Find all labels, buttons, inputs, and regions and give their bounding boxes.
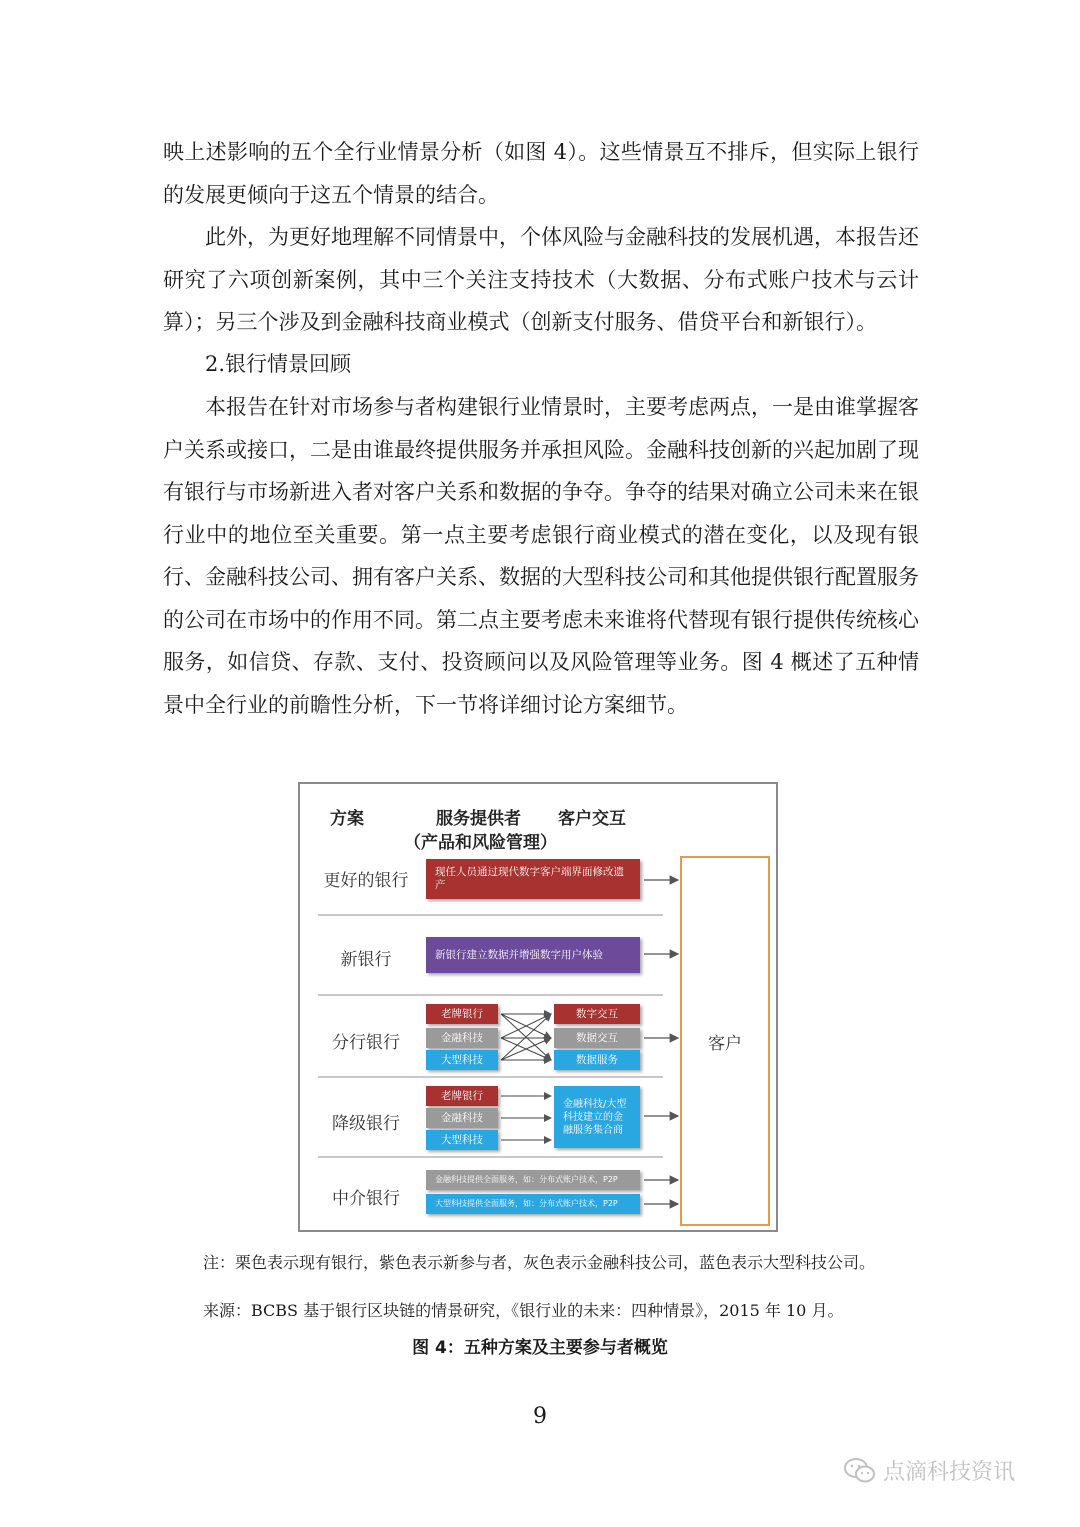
paragraph-1-text: 映上述影响的五个全行业情景分析（如图 4）。这些情景互不排斥，但实际上银行的发展更倾向于这五个情景的结合。 bbox=[163, 140, 919, 207]
row-divider bbox=[318, 914, 663, 916]
scenario-figure bbox=[298, 782, 778, 1232]
row-label-relegated-bank: 降级银行 bbox=[332, 1114, 400, 1134]
header-provider-sub: （产品和风险管理） bbox=[404, 833, 557, 853]
page-number: 9 bbox=[533, 1404, 547, 1429]
row-label-new-bank: 新银行 bbox=[340, 950, 392, 970]
header-interaction: 客户交互 bbox=[558, 809, 626, 829]
relegated-incumbent-box: 老牌银行 bbox=[426, 1086, 498, 1106]
data-interaction-box: 数据交互 bbox=[554, 1028, 640, 1048]
watermark bbox=[843, 1455, 1015, 1486]
header-provider: 服务提供者 bbox=[436, 809, 521, 829]
paragraph-1 bbox=[163, 131, 919, 216]
new-bank-box: 新银行建立数据并增强数字用户体验 bbox=[426, 937, 640, 973]
better-bank-box: 现任人员通过现代数字客户端界面修改遗产 bbox=[426, 859, 640, 899]
relegated-fintech-box: 金融科技 bbox=[426, 1108, 498, 1128]
distributed-incumbent-box: 老牌银行 bbox=[426, 1004, 498, 1024]
row-divider bbox=[318, 1156, 663, 1158]
row-divider bbox=[318, 994, 663, 996]
paragraph-3 bbox=[163, 386, 919, 726]
row-divider bbox=[318, 1076, 663, 1078]
figure-note: 注：栗色表示现有银行，紫色表示新参与者，灰色表示金融科技公司，蓝色表示大型科技公司。 bbox=[203, 1253, 876, 1272]
paragraph-2 bbox=[163, 216, 919, 344]
section-heading-text: 2.银行情景回顾 bbox=[205, 352, 352, 376]
client-box: 客户 bbox=[680, 856, 770, 1226]
data-service-box: 数据服务 bbox=[554, 1050, 640, 1070]
figure-source: 来源：BCBS 基于银行区块链的情景研究，《银行业的未来：四种情景》，2015 年 10 月。 bbox=[203, 1301, 844, 1320]
relegated-bigtech-box: 大型科技 bbox=[426, 1130, 498, 1150]
watermark-text: 点滴科技资讯 bbox=[883, 1460, 1016, 1485]
distributed-bigtech-box: 大型科技 bbox=[426, 1050, 498, 1070]
figure-caption: 图 4：五种方案及主要参与者概览 bbox=[412, 1338, 668, 1358]
disintermediated-fintech-box: 金融科技提供全面服务，如：分布式账户技术，P2P bbox=[426, 1170, 640, 1190]
section-heading bbox=[163, 343, 919, 386]
paragraph-3-text: 本报告在针对市场参与者构建银行业情景时，主要考虑两点，一是由谁掌握客户关系或接口，二是由谁最终提供服务并承担风险。金融科技创新的兴起加剧了现有银行与市场新进入者对客户关系和数据的争夺。争夺的结果对确立公司未来在银行业中的地位至关重要。第一点主要考虑银行商业模式的潜在变化，以及现有银行、金融科技公司、拥有客户关系、数据的大型科技公司和其他提供银行配置服务的公司在市场中的作用不同。第二点主要考虑未来谁将代替现有银行提供传统核心服务，如信贷、存款、支付、投资顾问以及风险管理等业务。图 4 概述了五种情景中全行业的前瞻性分析，下一节将详细讨论方案细节。 bbox=[163, 395, 919, 717]
disintermediated-bigtech-box: 大型科技提供全面服务，如：分布式账户技术，P2P bbox=[426, 1194, 640, 1214]
wechat-icon bbox=[843, 1457, 877, 1485]
paragraph-2-text: 此外，为更好地理解不同情景中，个体风险与金融科技的发展机遇，本报告还研究了六项创新案例，其中三个关注支持技术（大数据、分布式账户技术与云计算）；另三个涉及到金融科技商业模式（创新支付服务、借贷平台和新银行）。 bbox=[163, 225, 919, 334]
digital-interaction-box: 数字交互 bbox=[554, 1004, 640, 1024]
row-label-better-bank: 更好的银行 bbox=[323, 871, 409, 891]
row-label-distributed-bank: 分行银行 bbox=[332, 1033, 400, 1053]
aggregator-box: 金融科技/大型科技建立的金融服务集合商 bbox=[554, 1086, 640, 1148]
distributed-fintech-box: 金融科技 bbox=[426, 1028, 498, 1048]
header-scenario: 方案 bbox=[330, 809, 364, 829]
row-label-disintermediated-bank: 中介银行 bbox=[332, 1189, 400, 1209]
